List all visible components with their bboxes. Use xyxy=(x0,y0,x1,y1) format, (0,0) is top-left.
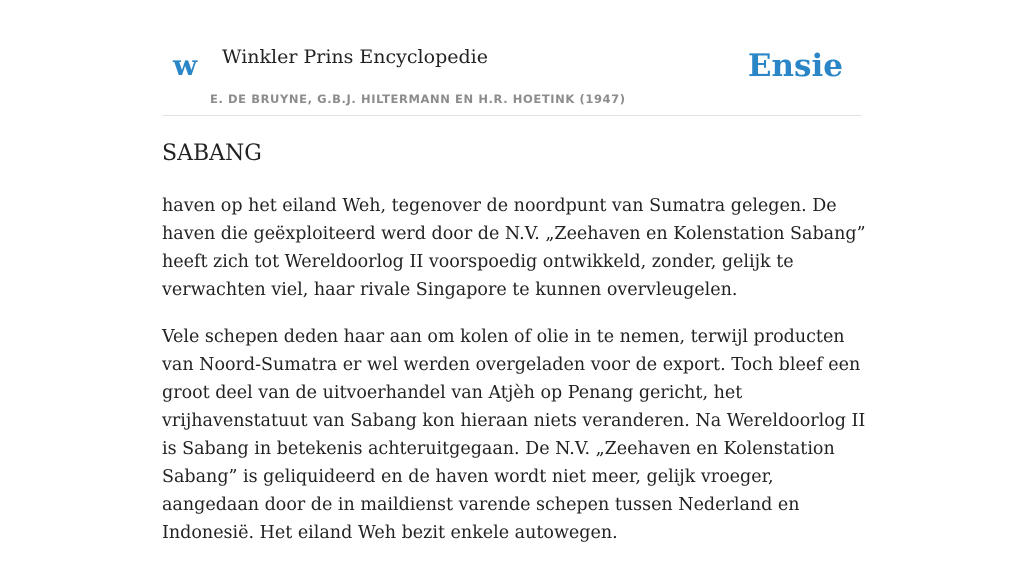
article-paragraph: haven op het eiland Weh, tegenover de noordpunt van Sumatra gelegen. De haven die geëxploiteerd werd door de N.V. „Zeehaven en Kolenstation Sabang” heeft zich tot Wereldoorlog II voorspoedig ontwikkeld, zonder, gelijk te verwachten viel, haar rivale Singapore te kunnen overvleugelen. xyxy=(162,196,866,300)
article-title: SABANG xyxy=(162,141,262,166)
source-header xyxy=(162,40,862,116)
source-title[interactable]: Winkler Prins Encyclopedie xyxy=(222,46,488,68)
ensie-brand-link[interactable]: Ensie xyxy=(747,48,843,84)
article-paragraph: Vele schepen deden haar aan om kolen of olie in te nemen, terwijl producten van Noord-Sumatra er wel werden overgeladen voor de export. Toch bleef een groot deel van de uitvoerhandel van Atjèh op Penang gericht, het vrijhavenstatuut van Sabang kon hieraan niets veranderen. Na Wereldoorlog II is Sabang in betekenis achteruitgegaan. De N.V. „Zeehaven en Kolenstation Sabang” is geliquideerd en de haven wordt niet meer, gelijk vroeger, aangedaan door de in maildienst varende schepen tussen Nederland en Indonesië. Het eiland Weh bezit enkele autowegen. xyxy=(162,327,866,543)
source-authors: E. DE BRUYNE, G.B.J. HILTERMANN EN H.R. HOETINK (1947) xyxy=(210,92,626,106)
winkler-prins-logo-icon[interactable]: w xyxy=(173,49,198,82)
article-body xyxy=(162,192,874,566)
